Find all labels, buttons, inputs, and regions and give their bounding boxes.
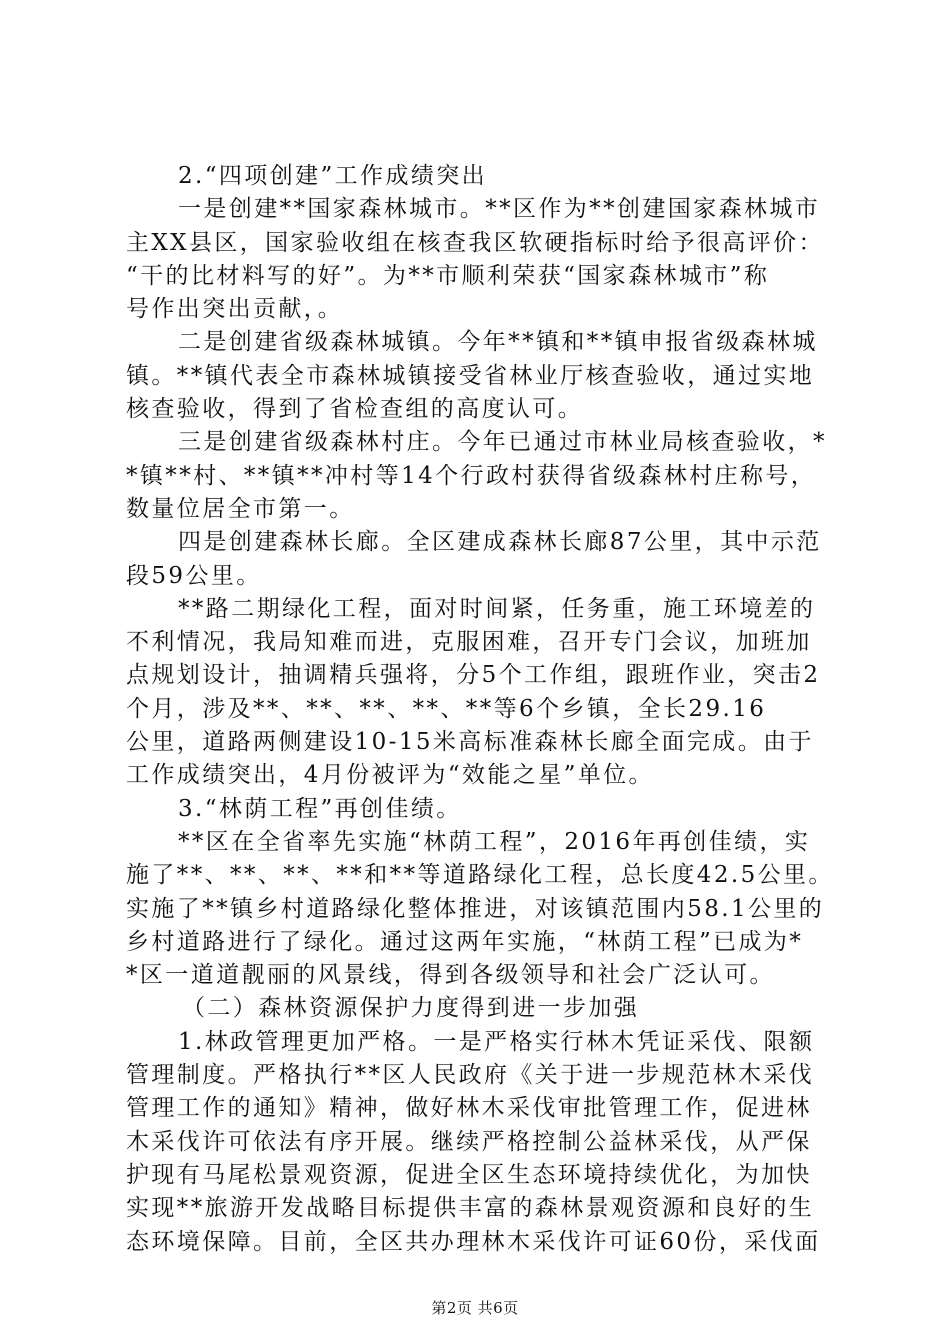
paragraph-line: 管理制度。严格执行**区人民政府《关于进一步规范林木采伐 [126,1062,815,1089]
paragraph-line: 核查验收，得到了省检查组的高度认可。 [126,396,584,423]
paragraph-line: 三是创建省级森林村庄。今年已通过市林业局核查验收，* [178,429,827,456]
page-number-label: 第2页 共6页 [431,1299,519,1317]
paragraph-line: **路二期绿化工程，面对时间紧，任务重，施工环境差的 [178,595,816,622]
paragraph-line: 护现有马尾松景观资源，促进全区生态环境持续优化，为加快 [126,1161,812,1188]
paragraph-line: 实现**旅游开发战略目标提供丰富的森林景观资源和良好的生 [126,1195,815,1222]
document-body [126,160,836,1259]
paragraph-line: 不利情况，我局知难而进，克服困难，召开专门会议，加班加 [126,629,812,656]
paragraph-line: “干的比材料写的好”。为**市顺利荣获“国家森林城市”称 [126,262,770,289]
paragraph-line: 数量位居全市第一。 [126,495,355,522]
paragraph-line: 乡村道路进行了绿化。通过这两年实施，“林荫工程”已成为* [126,928,804,955]
paragraph-line: 段59公里。 [126,562,262,589]
paragraph-line: 木采伐许可依法有序开展。继续严格控制公益林采伐，从严保 [126,1128,812,1155]
paragraph-line: 工作成绩突出，4月份被评为“效能之星”单位。 [126,762,654,789]
paragraph-line: 施了**、**、**、**和**等道路绿化工程，总长度42.5公里。 [126,862,834,889]
paragraph-line: 实施了**镇乡村道路绿化整体推进，对该镇范围内58.1公里的 [126,895,825,922]
paragraph-line: 号作出突出贡献，。 [126,296,344,323]
paragraph-line: 公里，道路两侧建设10-15米高标准森林长廊全面完成。由于 [126,729,814,756]
paragraph-line: 二是创建省级森林城镇。今年**镇和**镇申报省级森林城 [178,329,818,356]
paragraph-line: 1.林政管理更加严格。一是严格实行林木凭证采伐、限额 [178,1028,815,1055]
paragraph-line: 一是创建**国家森林城市。**区作为**创建国家森林城市 [178,196,821,223]
paragraph-line: 态环境保障。目前，全区共办理林木采伐许可证60份，采伐面 [126,1228,821,1255]
paragraph-heading: 2.“四项创建”工作成绩突出 [178,163,488,189]
paragraph-line: 镇。**镇代表全市森林城镇接受省林业厅核查验收，通过实地 [126,362,815,389]
paragraph-line: 点规划设计，抽调精兵强将，分5个工作组，跟班作业，突击2 [126,662,821,689]
paragraph-line: 主XX县区，国家验收组在核查我区软硬指标时给予很高评价： [126,229,824,256]
paragraph-line: 个月，涉及**、**、**、**、**等6个乡镇，全长29.16 [126,695,767,722]
paragraph-line: *区一道道靓丽的风景线，得到各级领导和社会广泛认可。 [126,962,775,989]
paragraph-line: 管理工作的通知》精神，做好林木采伐审批管理工作，促进林 [126,1095,812,1122]
paragraph-line: *镇**村、**镇**冲村等14个行政村获得省级森林村庄称号， [126,462,817,489]
paragraph-heading: 3.“林荫工程”再创佳绩。 [178,795,462,822]
paragraph-line: **区在全省率先实施“林荫工程”，2016年再创佳绩，实 [178,828,811,855]
page-footer [0,1297,950,1318]
section-heading: （二）森林资源保护力度得到进一步加强 [182,995,640,1022]
paragraph-line: 四是创建森林长廊。全区建成森林长廊87公里，其中示范 [178,529,822,556]
